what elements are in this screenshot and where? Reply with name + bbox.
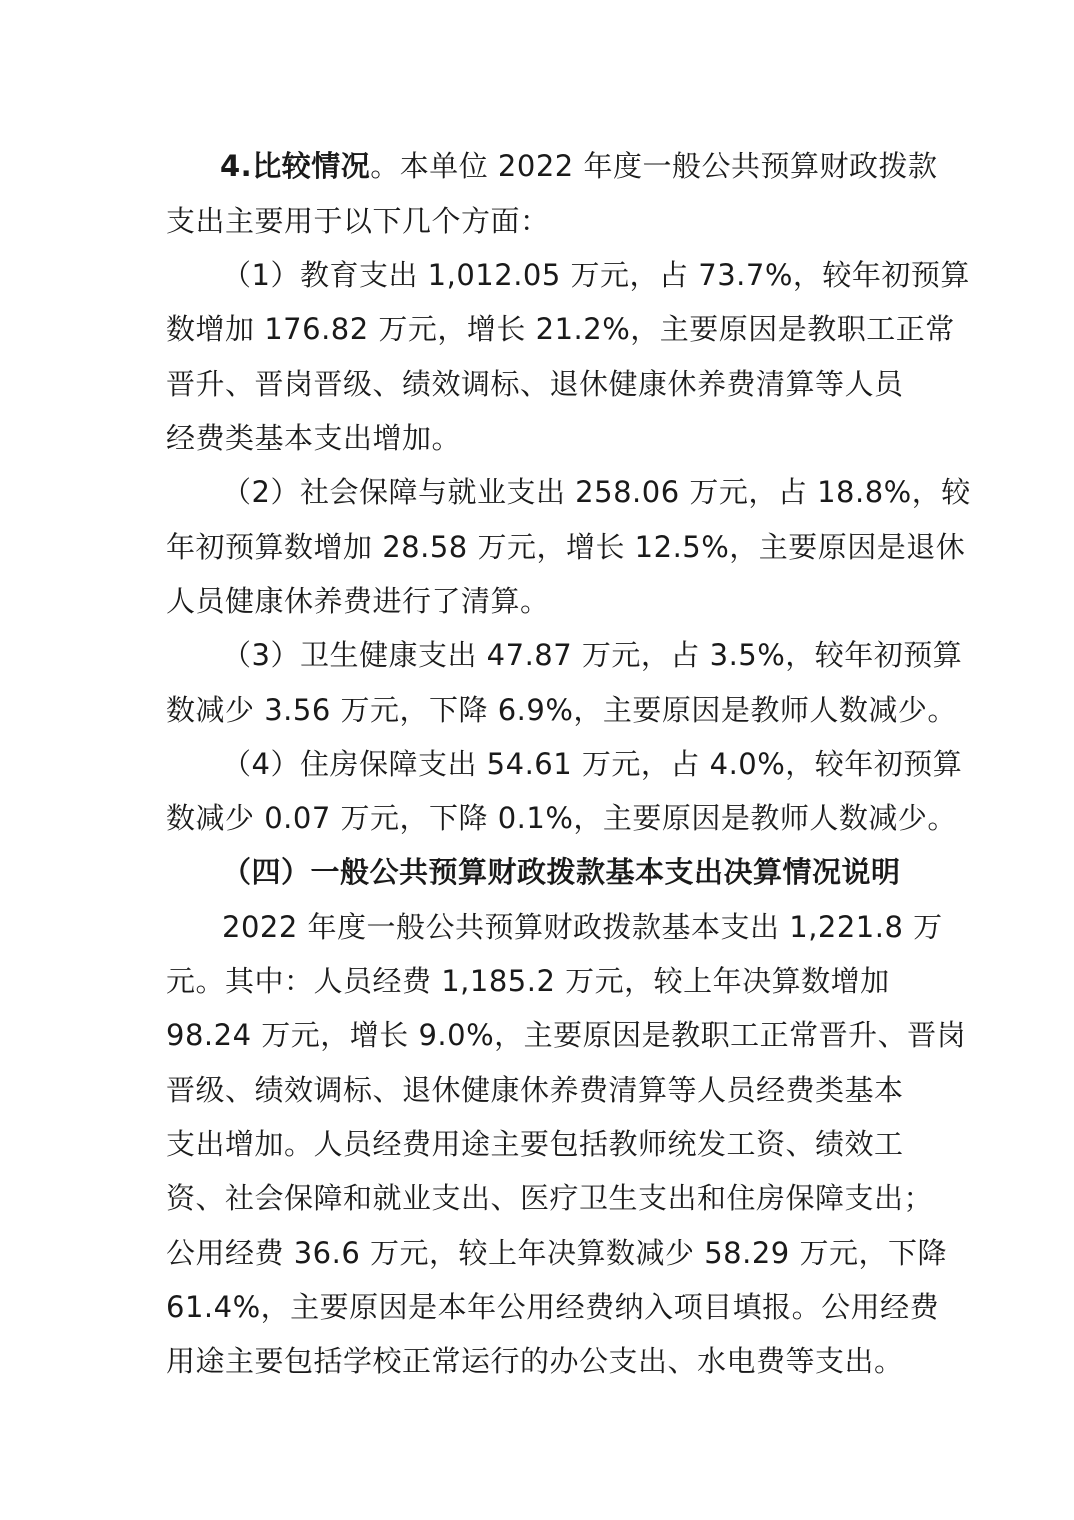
section-four-line-4: 晋级、绩效调标、退休健康休养费清算等人员经费类基本 [166,1073,904,1107]
section-4-intro-line-2: 支出主要用于以下几个方面： [166,204,550,238]
section-four-line-8: 61.4%，主要原因是本年公用经费纳入项目填报。公用经费 [166,1290,940,1324]
item-2-line-3: 人员健康休养费进行了清算。 [166,584,550,618]
section-four-line-2: 元。其中：人员经费 1,185.2 万元，较上年决算数增加 [166,964,890,998]
section-four-heading: （四）一般公共预算财政拨款基本支出决算情况说明 [222,855,901,889]
item-1-line-3: 晋升、晋岗晋级、绩效调标、退休健康休养费清算等人员 [166,367,904,401]
item-1-line-1: （1）教育支出 1,012.05 万元，占 73.7%，较年初预算 [222,258,970,292]
section-four-line-9: 用途主要包括学校正常运行的办公支出、水电费等支出。 [166,1344,904,1378]
section-four-line-5: 支出增加。人员经费用途主要包括教师统发工资、绩效工 [166,1127,904,1161]
item-2-line-1: （2）社会保障与就业支出 258.06 万元，占 18.8%，较 [222,475,971,509]
section-4-intro-text: 。本单位 2022 年度一般公共预算财政拨款 [370,149,938,183]
section-four-line-1: 2022 年度一般公共预算财政拨款基本支出 1,221.8 万 [222,910,943,944]
item-4-line-2: 数减少 0.07 万元，下降 0.1%，主要原因是教师人数减少。 [166,801,957,835]
section-four-line-7: 公用经费 36.6 万元，较上年决算数减少 58.29 万元，下降 [166,1236,947,1270]
item-1-line-4: 经费类基本支出增加。 [166,421,462,455]
section-four-line-3: 98.24 万元，增长 9.0%，主要原因是教职工正常晋升、晋岗 [166,1018,967,1052]
item-1-line-2: 数增加 176.82 万元，增长 21.2%，主要原因是教职工正常 [166,312,955,346]
item-2-line-2: 年初预算数增加 28.58 万元，增长 12.5%，主要原因是退休 [166,530,966,564]
section-4-heading: 4.比较情况 [220,149,371,183]
section-four-line-6: 资、社会保障和就业支出、医疗卫生支出和住房保障支出； [166,1181,934,1215]
item-4-line-1: （4）住房保障支出 54.61 万元，占 4.0%，较年初预算 [222,747,963,781]
item-3-line-1: （3）卫生健康支出 47.87 万元，占 3.5%，较年初预算 [222,638,963,672]
section-4-first-line [220,146,937,186]
item-3-line-2: 数减少 3.56 万元，下降 6.9%，主要原因是教师人数减少。 [166,693,957,727]
